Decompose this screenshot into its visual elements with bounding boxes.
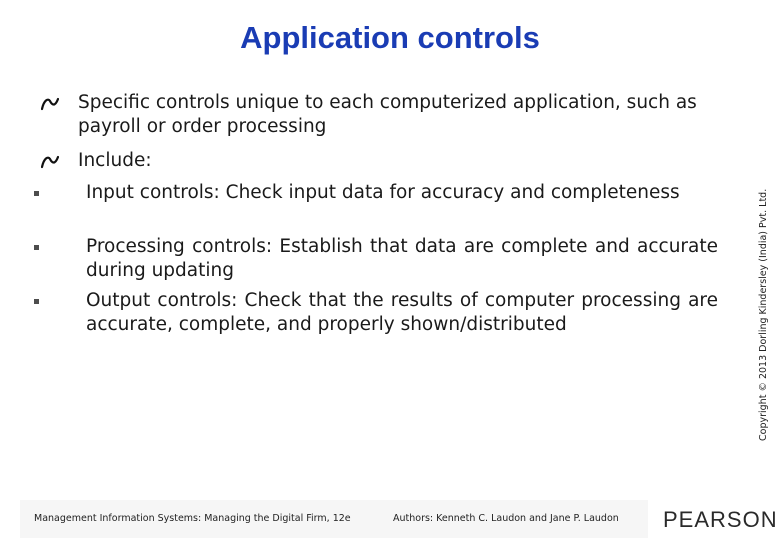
bullet-item	[78, 149, 720, 173]
swirl-bullet-icon	[41, 155, 59, 169]
square-bullet-icon	[34, 245, 39, 250]
slide-title: Application controls	[240, 20, 540, 55]
sub-list-item	[86, 289, 718, 337]
sub-item-text: Input controls: Check input data for accuracy and completeness	[86, 182, 680, 203]
square-bullet-icon	[34, 299, 39, 304]
publisher-logo: PEARSON	[663, 507, 778, 532]
footer-book-title: Management Information Systems: Managing the Digital Firm, 12e	[34, 513, 351, 524]
sub-list-item	[86, 181, 718, 205]
sub-list-item	[86, 235, 718, 283]
bullet-text: Include:	[78, 150, 152, 171]
swirl-bullet-icon	[41, 97, 59, 111]
footer	[0, 500, 780, 540]
square-bullet-icon	[34, 191, 39, 196]
bullet-item	[78, 91, 720, 139]
sub-item-text: Output controls: Check that the results of computer processing are accurate, complete, and properly shown/distributed	[86, 290, 718, 335]
bullet-text: Specific controls unique to each computerized application, such as payroll or order processing	[78, 92, 697, 137]
sub-item-text: Processing controls: Establish that data are complete and accurate during updating	[86, 236, 718, 281]
footer-authors: Authors: Kenneth C. Laudon and Jane P. Laudon	[393, 513, 619, 524]
copyright-notice: Copyright © 2013 Dorling Kindersley (India) Pvt. Ltd.	[758, 188, 769, 441]
